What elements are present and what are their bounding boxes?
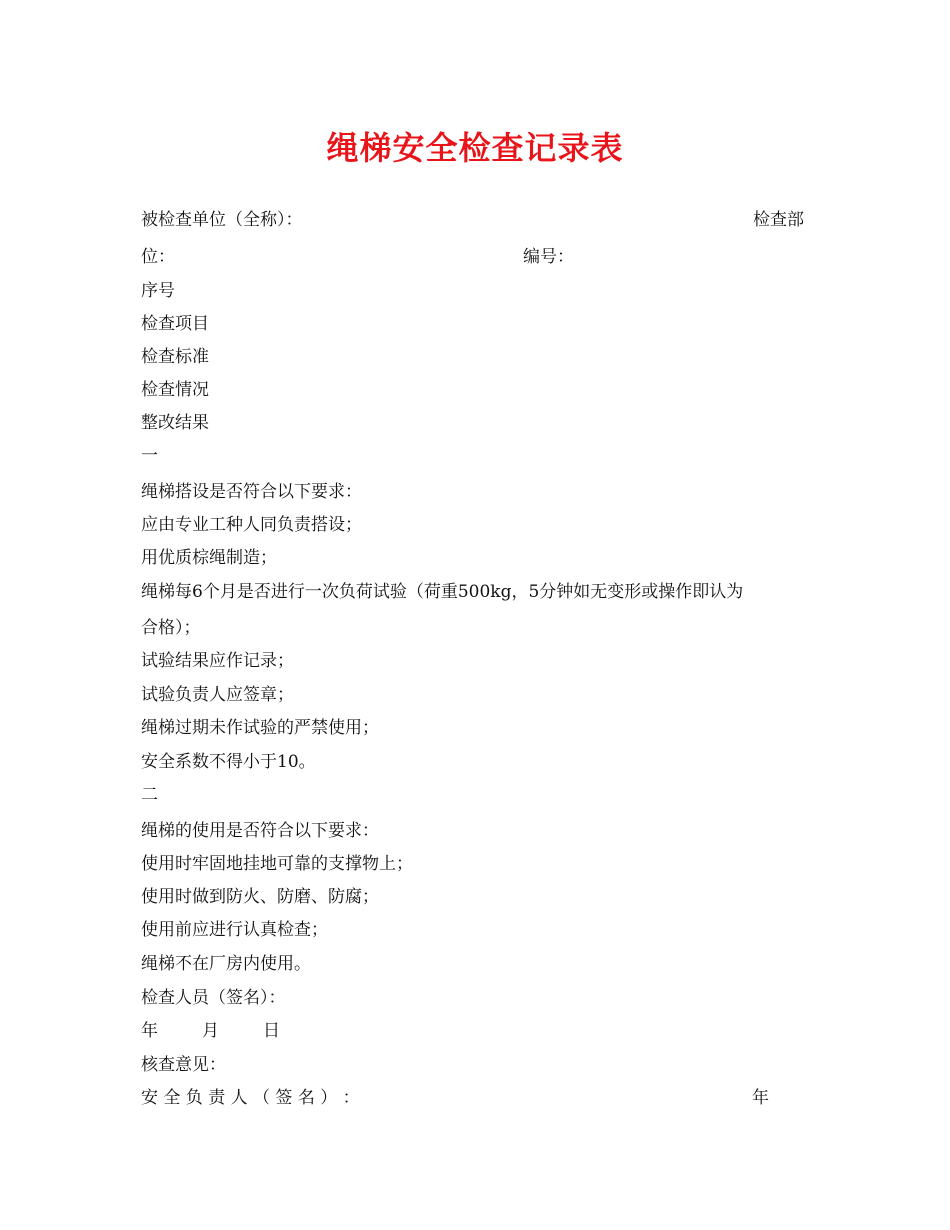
date-year: 年 <box>141 1021 158 1041</box>
date-day: 日 <box>263 1021 280 1041</box>
column-header-status: 检查情况 <box>141 380 209 400</box>
date-month: 月 <box>202 1021 219 1041</box>
section2-item: 使用时牢固地挂地可靠的支撑物上； <box>141 854 413 874</box>
column-header-result: 整改结果 <box>141 413 209 433</box>
column-header-seq: 序号 <box>141 281 175 301</box>
section2-item: 使用时做到防火、防磨、防腐； <box>141 887 379 907</box>
section2-item: 绳梯不在厂房内使用。 <box>141 954 311 974</box>
column-header-standard: 检查标准 <box>141 347 209 367</box>
column-header-item: 检查项目 <box>141 314 209 334</box>
section2-heading: 绳梯的使用是否符合以下要求： <box>141 821 379 841</box>
number-label: 编号： <box>523 247 574 267</box>
page-title: 绳梯安全检查记录表 <box>326 129 624 167</box>
section1-item: 合格）； <box>141 618 201 638</box>
review-opinion-label: 核查意见： <box>141 1055 226 1075</box>
section1-item: 试验结果应作记录； <box>141 651 294 671</box>
section1-item: 试验负责人应签章； <box>141 685 294 705</box>
section1-item: 应由专业工种人同负责搭设； <box>141 515 362 535</box>
section1-item: 用优质棕绳制造； <box>141 548 277 568</box>
section1-item: 安全系数不得小于10。 <box>141 752 316 772</box>
section1-item: 绳梯每6个月是否进行一次负荷试验（荷重500kg，5分钟如无变形或操作即认为 <box>141 582 744 602</box>
section1-heading: 绳梯搭设是否符合以下要求： <box>141 482 362 502</box>
section1-item: 绳梯过期未作试验的严禁使用； <box>141 718 379 738</box>
dept-label-start: 检查部 <box>753 210 804 230</box>
section1-number: 一 <box>141 446 158 466</box>
inspection-date <box>141 1019 280 1043</box>
unit-label: 被检查单位（全称）： <box>141 210 303 230</box>
inspector-signature-label: 检查人员（签名）： <box>141 988 286 1008</box>
section2-number: 二 <box>141 785 158 805</box>
safety-officer-signature-label: 安 全 负 责 人 （ 签 名 ） ： <box>141 1088 360 1108</box>
dept-label-end: 位： <box>141 247 175 267</box>
section2-item: 使用前应进行认真检查； <box>141 920 328 940</box>
safety-officer-date-year: 年 <box>752 1088 769 1108</box>
